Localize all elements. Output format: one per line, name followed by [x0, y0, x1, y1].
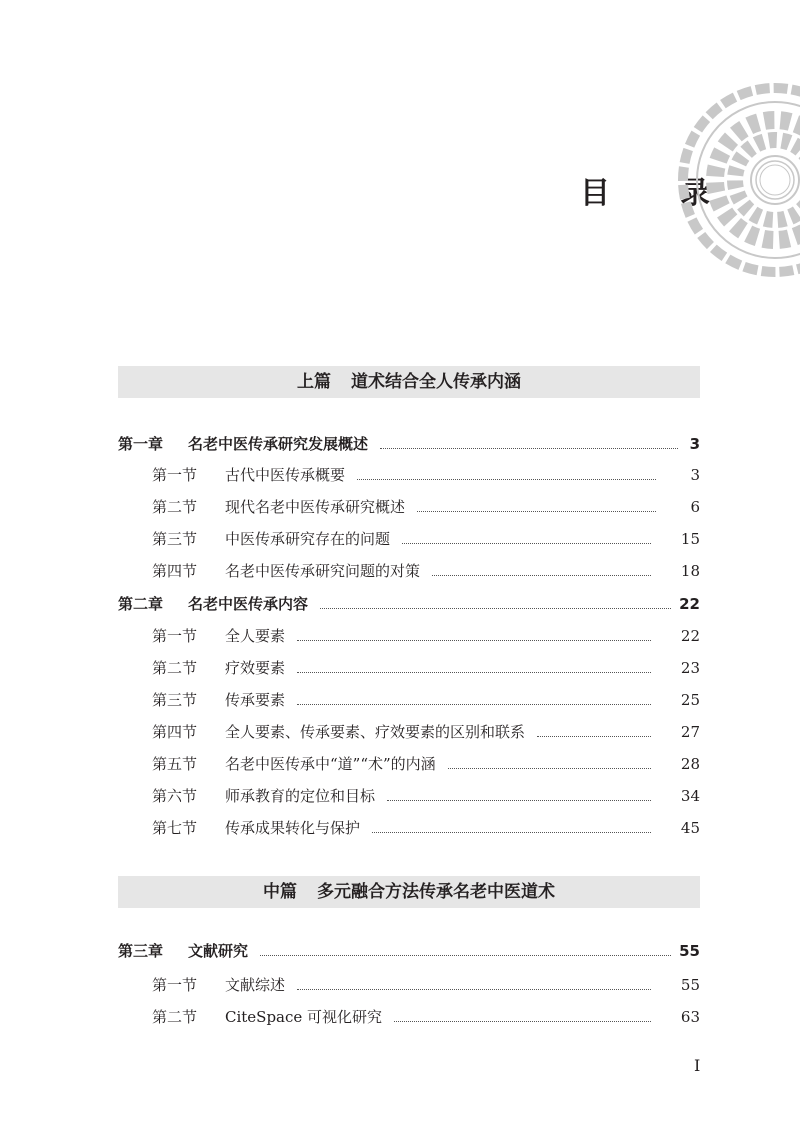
- dot-leader: [394, 1021, 651, 1022]
- entry-label: 第二章: [118, 595, 164, 613]
- entry-title: 文献研究: [188, 942, 249, 960]
- entry-page: 15: [680, 530, 700, 548]
- entry-label: 第三节: [152, 530, 198, 548]
- entry-page: 55: [679, 942, 700, 960]
- toc-section-entry[interactable]: [152, 721, 700, 743]
- dot-leader: [372, 832, 651, 833]
- toc-section-entry[interactable]: [152, 753, 700, 775]
- page-title: 目 录: [580, 176, 730, 211]
- toc-chapter-entry[interactable]: [118, 433, 700, 455]
- entry-title: 全人要素: [225, 627, 286, 645]
- entry-title: 文献综述: [225, 976, 286, 994]
- dot-leader: [432, 575, 651, 576]
- dot-leader: [320, 608, 671, 609]
- entry-title: 名老中医传承内容: [188, 595, 309, 613]
- entry-page: 22: [680, 627, 700, 645]
- entry-title: 师承教育的定位和目标: [225, 787, 376, 805]
- toc-section-entry[interactable]: [152, 528, 700, 550]
- entry-page: 25: [680, 691, 700, 709]
- entry-title: 传承要素: [225, 691, 286, 709]
- dot-leader: [357, 479, 656, 480]
- dot-leader: [260, 955, 671, 956]
- entry-label: 第五节: [152, 755, 198, 773]
- entry-title: 疗效要素: [225, 659, 286, 677]
- entry-title: CiteSpace 可视化研究: [225, 1008, 383, 1026]
- entry-label: 第七节: [152, 819, 198, 837]
- dot-leader: [448, 768, 651, 769]
- toc-section-entry[interactable]: [152, 464, 700, 486]
- entry-page: 3: [689, 435, 700, 453]
- dot-leader: [387, 800, 651, 801]
- entry-label: 第六节: [152, 787, 198, 805]
- part-title: 多元融合方法传承名老中医道术: [317, 882, 555, 902]
- toc-section-entry[interactable]: [152, 689, 700, 711]
- toc-section-entry[interactable]: [152, 496, 700, 518]
- dot-leader: [297, 640, 651, 641]
- entry-page: 6: [690, 498, 700, 516]
- part-label: 上篇: [297, 372, 331, 392]
- entry-label: 第一章: [118, 435, 164, 453]
- page-number: I: [694, 1056, 701, 1075]
- part-title: 道术结合全人传承内涵: [351, 372, 521, 392]
- entry-label: 第二节: [152, 498, 198, 516]
- entry-page: 45: [680, 819, 700, 837]
- entry-page: 28: [680, 755, 700, 773]
- entry-page: 23: [680, 659, 700, 677]
- entry-title: 名老中医传承中“道”“术”的内涵: [225, 755, 436, 773]
- dot-leader: [402, 543, 651, 544]
- entry-label: 第四节: [152, 562, 198, 580]
- entry-title: 名老中医传承研究发展概述: [188, 435, 369, 453]
- entry-page: 3: [690, 466, 700, 484]
- toc-section-entry[interactable]: [152, 817, 700, 839]
- dot-leader: [297, 989, 651, 990]
- dot-leader: [380, 448, 678, 449]
- toc-section-entry[interactable]: [152, 625, 700, 647]
- entry-title: 全人要素、传承要素、疗效要素的区别和联系: [225, 723, 526, 741]
- toc-chapter-entry[interactable]: [118, 593, 700, 615]
- dot-leader: [417, 511, 656, 512]
- entry-label: 第三节: [152, 691, 198, 709]
- entry-label: 第四节: [152, 723, 198, 741]
- entry-title: 现代名老中医传承研究概述: [225, 498, 406, 516]
- ornament-decoration-icon: [675, 80, 800, 280]
- entry-page: 18: [680, 562, 700, 580]
- toc-section-entry[interactable]: [152, 1006, 700, 1028]
- part-heading-1: [118, 366, 700, 398]
- entry-label: 第二节: [152, 1008, 198, 1026]
- entry-title: 传承成果转化与保护: [225, 819, 361, 837]
- entry-page: 63: [680, 1008, 700, 1026]
- entry-page: 55: [680, 976, 700, 994]
- toc-section-entry[interactable]: [152, 657, 700, 679]
- entry-label: 第一节: [152, 627, 198, 645]
- toc-chapter-entry[interactable]: [118, 940, 700, 962]
- part-label: 中篇: [263, 882, 297, 902]
- entry-page: 27: [680, 723, 700, 741]
- toc-section-entry[interactable]: [152, 560, 700, 582]
- entry-label: 第一节: [152, 466, 198, 484]
- toc-section-entry[interactable]: [152, 785, 700, 807]
- entry-title: 中医传承研究存在的问题: [225, 530, 391, 548]
- toc-section-entry[interactable]: [152, 974, 700, 996]
- entry-label: 第二节: [152, 659, 198, 677]
- entry-title: 名老中医传承研究问题的对策: [225, 562, 421, 580]
- entry-page: 22: [679, 595, 700, 613]
- entry-label: 第三章: [118, 942, 164, 960]
- dot-leader: [297, 704, 651, 705]
- dot-leader: [297, 672, 651, 673]
- entry-page: 34: [680, 787, 700, 805]
- entry-title: 古代中医传承概要: [225, 466, 346, 484]
- dot-leader: [537, 736, 651, 737]
- entry-label: 第一节: [152, 976, 198, 994]
- part-heading-2: [118, 876, 700, 908]
